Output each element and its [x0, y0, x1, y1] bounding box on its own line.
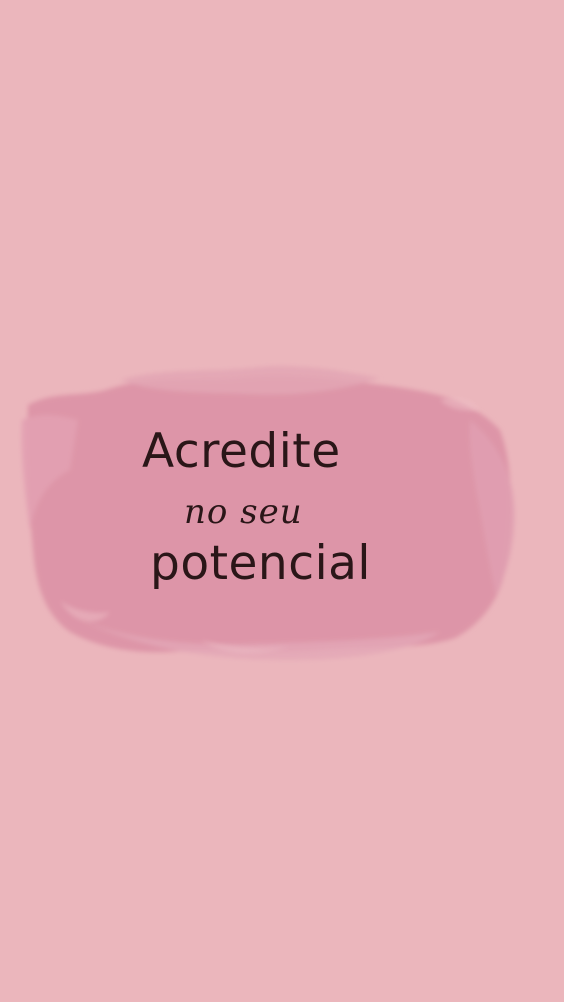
quote-line-potencial: potencial	[150, 536, 371, 591]
quote-line-no-seu: no seu	[184, 492, 303, 532]
quote-line-acredite: Acredite	[142, 424, 341, 479]
